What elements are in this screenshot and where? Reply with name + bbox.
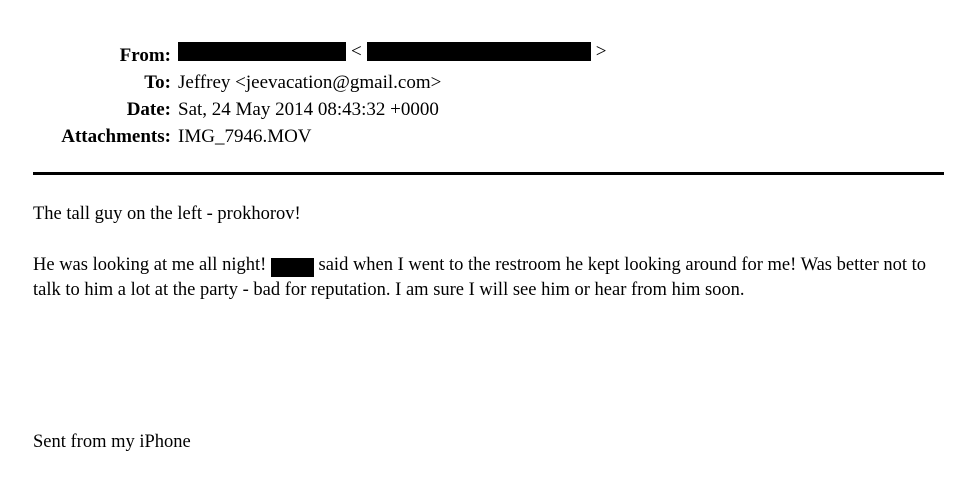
header-value-attachments[interactable]: IMG_7946.MOV: [178, 126, 312, 147]
header-row-to: [0, 69, 977, 96]
email-signature: Sent from my iPhone: [33, 432, 191, 452]
header-body-divider: [33, 172, 944, 175]
redaction-block-sender-name: [178, 42, 346, 61]
email-header-block: [0, 0, 977, 150]
header-value-from: [178, 38, 977, 65]
body-paragraph-2: [33, 253, 944, 303]
header-row-date: [0, 96, 977, 123]
header-value-date: Sat, 24 May 2014 08:43:32 +0000: [178, 99, 439, 120]
redaction-block-inline-name: [271, 258, 314, 277]
header-row-attachments: [0, 123, 977, 150]
header-label-to: To:: [144, 72, 171, 93]
body-paragraph-1: The tall guy on the left - prokhorov!: [33, 204, 301, 224]
angle-bracket-close: >: [595, 41, 607, 62]
body-paragraph-2-text-before: He was looking at me all night!: [33, 255, 267, 275]
header-row-from: [0, 38, 977, 69]
redaction-block-sender-address: [367, 42, 591, 61]
header-label-attachments: Attachments:: [61, 126, 171, 147]
email-body: [33, 202, 944, 303]
header-label-date: Date:: [126, 99, 171, 120]
header-label-from: From:: [119, 45, 171, 66]
body-paragraph-2-text-after: said when I went to the restroom he kept looking around for me! Was better not to talk to him a lot at the party - bad for reputation. I am sure I will see him or hear from him soon.: [33, 255, 927, 300]
header-value-to: Jeffrey <jeevacation@gmail.com>: [178, 72, 442, 93]
angle-bracket-open: <: [351, 41, 362, 62]
